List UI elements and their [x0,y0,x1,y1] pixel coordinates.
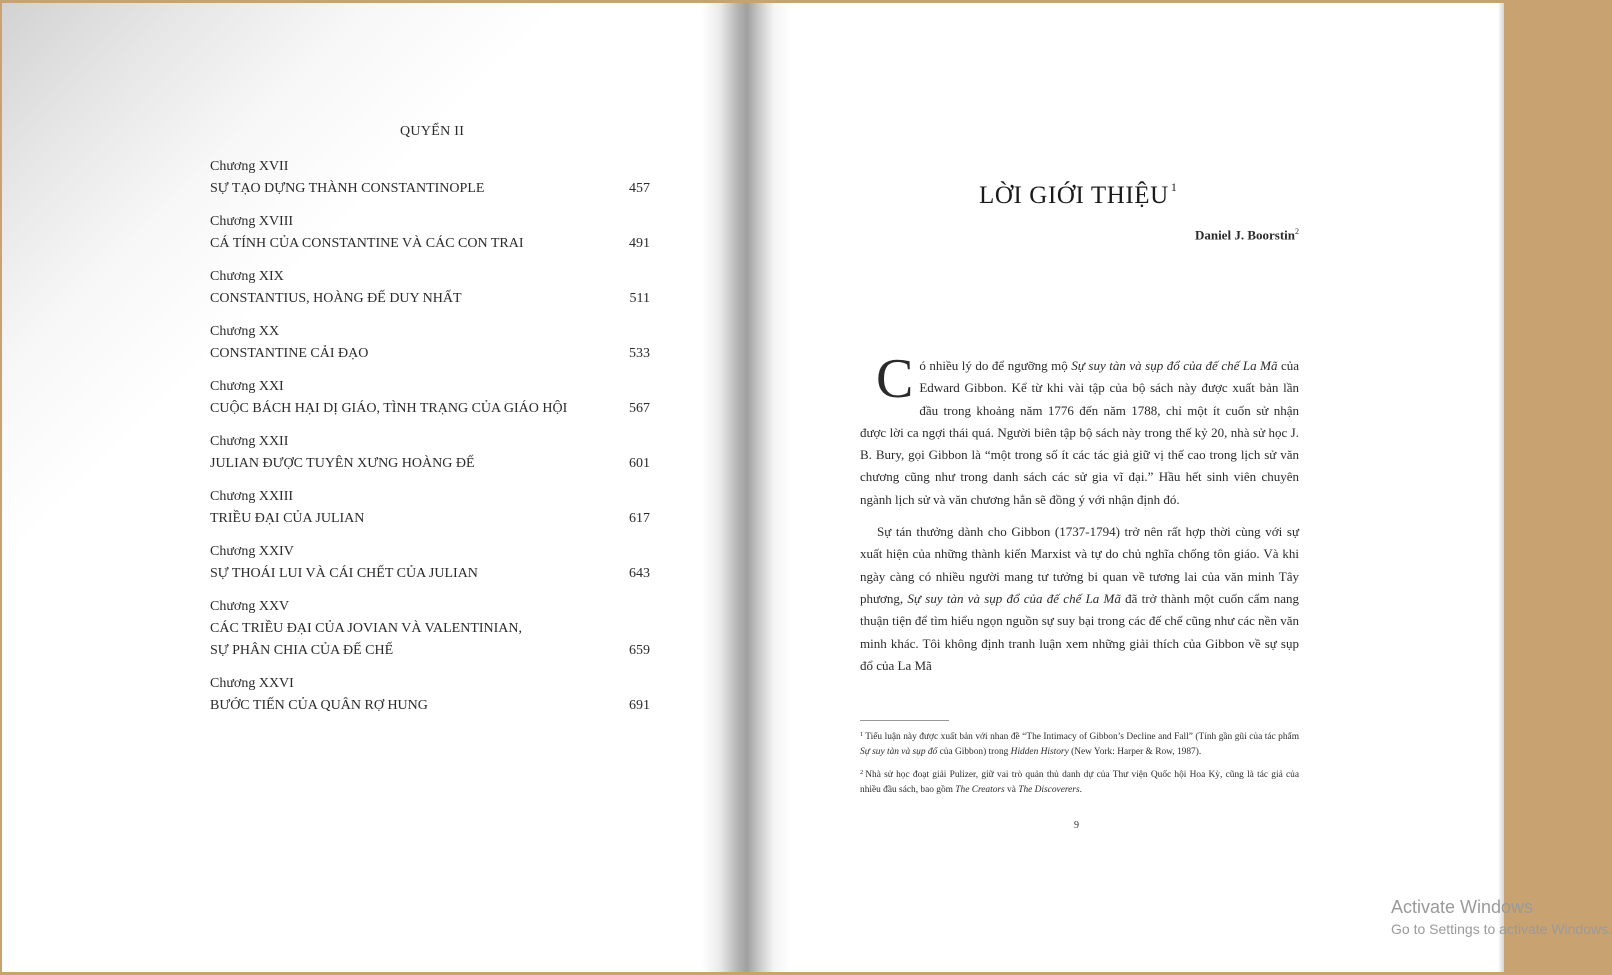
toc-chapter-title: SỰ TẠO DỰNG THÀNH CONSTANTINOPLE [210,181,485,196]
footnote-1: $^1$ Tiểu luận này được xuất bản với nhan đề “The Intimacy of Gibbon’s Decline and Fall” (Tính gần gũi của tác phẩm Sự suy tàn và sụp đổ của Gibbon) trong Hidden History (New York: Harper & Row, 1987). [860,731,1299,757]
toc-chapter-title: CÁC TRIỀU ĐẠI CỦA JOVIAN VÀ VALENTINIAN, [210,621,523,636]
footnote-2: $^2$ Nhà sử học đoạt giải Pulizer, giữ vai trò quản thủ danh dự của Thư viện Quốc hội Hoa Kỳ, cũng là tác giả của nhiều đầu sách, bao gồm The Creators và The Discoverers. [860,769,1299,795]
footnote-divider [860,720,949,721]
paragraph-2: Sự tán thưởng dành cho Gibbon (1737-1794) trở nên rất hợp thời cùng với sự xuất hiện của những thành kiến Marxist và tự do chủ nghĩa chống tôn giáo. Và khi ngày càng có nhiều người mang tư tưởng bi quan về tương lai của văn minh Tây phương, Sự suy tàn và sụp đổ của đế chế La Mã đã trở thành một cuốn cẩm nang thuận tiện để tìm hiểu ngọn nguồn sự suy bại trong các đế chế cũng như các nền văn minh khác. Tôi không định tranh luận xem những giải thích của Gibbon về sự sụp đổ của La Mã [860,524,1299,673]
toc-chapter-label: Chương XXII [210,434,289,449]
toc-chapter-label: Chương XXIV [210,544,294,559]
page-edge [1498,3,1504,972]
page-number: 9 [1074,820,1079,831]
footnotes [860,727,1299,803]
toc-chapter-label: Chương XVII [210,159,289,174]
table-of-contents [210,156,650,728]
toc-chapter-title: CUỘC BÁCH HẠI DỊ GIÁO, TÌNH TRẠNG CỦA GIÁO HỘI [210,401,568,416]
toc-chapter-title: SỰ THOÁI LUI VÀ CÁI CHẾT CỦA JULIAN [210,566,478,581]
toc-page-number: 533 [629,346,650,361]
toc-page-number: 643 [629,566,650,581]
drop-cap: C [876,348,914,410]
toc-page-number: 601 [629,456,650,471]
toc-chapter-title: TRIỀU ĐẠI CỦA JULIAN [210,511,365,526]
toc-chapter-label: Chương XXV [210,599,290,614]
toc-chapter-label: Chương XXVI [210,676,294,691]
toc-chapter-label: Chương XXI [210,379,284,394]
toc-page-number: 567 [629,401,650,416]
intro-body [860,348,1300,687]
toc-entry [210,211,650,255]
toc-page-number: 617 [629,511,650,526]
toc-chapter-label: Chương XVIII [210,214,294,229]
toc-page-number [610,618,650,640]
toc-chapter-label: Chương XXIII [210,489,294,504]
toc-chapter-title: CÁ TÍNH CỦA CONSTANTINE VÀ CÁC CON TRAI [210,236,524,251]
book-gutter-shadow [702,3,792,972]
author-footnote-mark: 2 [1295,227,1299,236]
toc-chapter-label: Chương XIX [210,269,284,284]
toc-page-number: 659 [629,643,650,658]
toc-entry [210,321,650,365]
watermark-line-1: Activate Windows [1391,897,1534,917]
toc-entry [210,596,650,662]
toc-page-number: 691 [629,698,650,713]
toc-chapter-title: CONSTANTIUS, HOÀNG ĐẾ DUY NHẤT [210,291,462,306]
paragraph-1: Có nhiều lý do để ngưỡng mộ Sự suy tàn và sụp đổ của đế chế La Mã của Edward Gibbon. Kể từ khi vài tập của bộ sách này được xuất bản lần đầu trong khoảng năm 1776 đến năm 1788, chỉ một ít cuốn sử nhận được lời ca ngợi thái quá. Người biên tập bộ sách này trong thế kỷ 20, nhà sử học J. B. Bury, gọi Gibbon là “một trong số ít các tác giả giữ vị thế cao trong lịch sử văn chương cũng như trong danh sách các sử gia vĩ đại.” Hầu hết sinh viên chuyên ngành lịch sử và văn chương hẳn sẽ đồng ý với nhận định đó. [860,348,1300,507]
title-footnote-mark: 1 [1170,180,1178,194]
toc-entry [210,156,650,200]
author-name: Daniel J. Boorstin$^2$ [1194,227,1299,243]
chapter-title: LỜI GIỚI THIỆU $^1$ [979,180,1178,209]
toc-entry [210,541,650,585]
toc-page-number: 491 [629,236,650,251]
toc-entry [210,486,650,530]
toc-page-number: 511 [629,291,650,306]
activate-windows-watermark [1391,896,1612,939]
toc-chapter-title: CONSTANTINE CẢI ĐẠO [210,346,369,361]
toc-page-number: 457 [629,181,650,196]
toc-chapter-title: SỰ PHÂN CHIA CỦA ĐẾ CHẾ [210,643,394,658]
toc-chapter-label: Chương XX [210,324,280,339]
watermark-line-2: Go to Settings to activate Windows. [1391,921,1612,937]
toc-entry [210,376,650,420]
toc-entry [210,673,650,717]
toc-entry [210,266,650,310]
toc-chapter-title: BƯỚC TIẾN CỦA QUÂN RỢ HUNG [210,698,428,713]
toc-entry [210,431,650,475]
toc-chapter-title: JULIAN ĐƯỢC TUYÊN XƯNG HOÀNG ĐẾ [210,456,475,471]
toc-heading: QUYỂN II [400,124,465,139]
left-page [2,3,744,972]
